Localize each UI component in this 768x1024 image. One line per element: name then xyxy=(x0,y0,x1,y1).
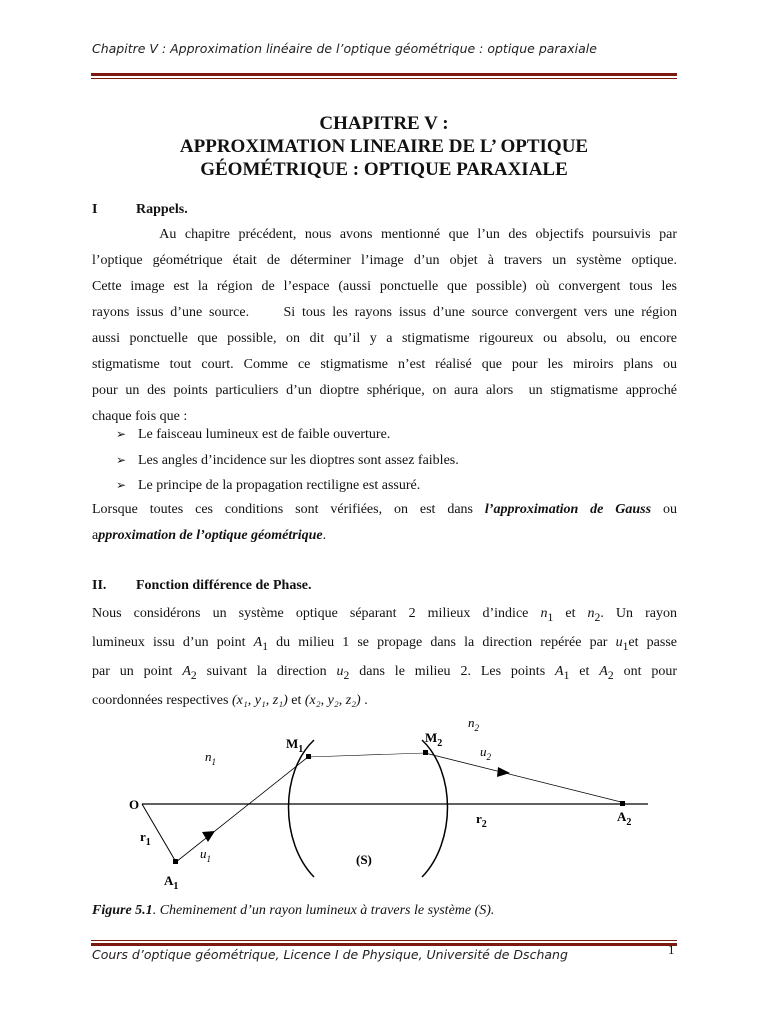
label-a2: $A_2$ xyxy=(617,809,632,828)
label-m2: $M_2$ xyxy=(425,730,443,749)
section-1-title: Rappels. xyxy=(136,202,188,217)
point-a2 xyxy=(620,801,625,806)
emergent-ray xyxy=(425,753,625,803)
footer-rule-thin xyxy=(91,940,677,941)
vector-r1 xyxy=(142,804,176,862)
arrowhead-bullet-icon: ➢ xyxy=(116,478,127,492)
paragraph-line: par un point $A_2$ suivant la direction $u_2$ dans le milieu 2. Les points $A_1$ et $A_2$ ont pour xyxy=(92,664,678,682)
footer-text: Cours d’optique géométrique, Licence I de Physique, Université de Dschang xyxy=(92,947,568,962)
label-u2: $u_2$ xyxy=(480,744,491,762)
label-n1: $n_1$ xyxy=(205,749,216,767)
paragraph-line: chaque fois que : xyxy=(92,409,188,424)
ray-inside-system xyxy=(308,753,425,757)
running-header: Chapitre V : Approximation linéaire de l’optique géométrique : optique paraxiale xyxy=(92,41,597,56)
paragraph-line: Cette image est la région de l’espace (aussi ponctuelle que possible) où convergent tous les xyxy=(92,279,677,294)
paragraph-line: Nous considérons un système optique séparant 2 milieux d’indice $n_1$ et $n_2$. Un rayon xyxy=(92,606,677,624)
section-1-paragraph xyxy=(92,222,677,430)
label-r1: $r_1$ xyxy=(140,829,151,848)
u2-arrowhead xyxy=(497,767,510,777)
paraxial-term: pproximation de l’optique géométrique xyxy=(98,528,323,543)
point-m2 xyxy=(423,750,428,755)
header-rule-thick xyxy=(91,73,677,76)
list-item: ➢ Les angles d’incidence sur les dioptres sont assez faibles. xyxy=(116,448,459,474)
left-dioptre xyxy=(289,740,315,877)
label-r2: $r_2$ xyxy=(476,811,487,830)
figure-caption: Figure 5.1. Cheminement d’un rayon lumineux à travers le système (S). xyxy=(92,903,495,918)
optical-system-figure xyxy=(120,720,660,895)
label-n2: $n_2$ xyxy=(468,720,479,733)
gauss-term: l’approximation de Gauss xyxy=(484,502,652,517)
section-2-heading xyxy=(92,578,312,594)
list-item: ➢ Le faisceau lumineux est de faible ouverture. xyxy=(116,422,459,448)
section-2-number: II. xyxy=(92,578,107,593)
section-1-number: I xyxy=(92,202,98,217)
arrowhead-bullet-icon: ➢ xyxy=(116,452,127,467)
label-o: O xyxy=(129,797,140,812)
title-line-2: APPROXIMATION LINEAIRE DE L’ OPTIQUE xyxy=(179,136,589,157)
paragraph-line: Au chapitre précédent, nous avons mentionné que l’un des objectifs poursuivis par xyxy=(92,227,677,242)
paragraph-line: pour un des points particuliers d’un dioptre sphérique, on aura alors un stigmatisme approché xyxy=(92,383,677,398)
gauss-conclusion xyxy=(92,497,677,549)
paragraph-line: l’optique géométrique était de déterminer l’image d’un objet à travers un système optique. xyxy=(92,253,677,268)
list-item: ➢ Le principe de la propagation rectiligne est assuré. xyxy=(116,473,459,499)
point-a1 xyxy=(173,859,178,864)
chapter-title xyxy=(90,112,678,181)
page-number: 1 xyxy=(668,942,675,957)
paragraph-line: stigmatisme tout court. Comme ce stigmatisme n’est réalisé que pour les miroirs plans ou xyxy=(92,357,677,372)
section-1-heading xyxy=(92,202,188,218)
right-dioptre xyxy=(422,740,448,877)
label-system-s: (S) xyxy=(356,852,372,867)
header-rule-thin xyxy=(91,78,677,79)
u1-arrowhead xyxy=(202,831,215,842)
paragraph-line: aussi ponctuelle que possible, on dit qu’il y a stigmatisme rigoureux ou absolu, ou encore xyxy=(92,331,677,346)
label-m1: $M_1$ xyxy=(286,736,304,755)
label-u1: $u_1$ xyxy=(200,846,211,864)
paragraph-line: Lorsque toutes ces conditions sont vérifiées, on est dans l’approximation de Gauss ou xyxy=(92,502,677,517)
figure-number: Figure 5.1 xyxy=(92,903,153,918)
arrowhead-bullet-icon: ➢ xyxy=(116,427,127,441)
footer-rule-thick xyxy=(91,943,677,946)
paragraph-line: approximation de l’optique géométrique. xyxy=(92,528,327,543)
title-line-3: GÉOMÉTRIQUE : OPTIQUE PARAXIALE xyxy=(200,159,568,180)
label-a1: $A_1$ xyxy=(164,873,179,892)
point-m1 xyxy=(306,754,311,759)
conditions-list xyxy=(116,422,459,499)
section-2-paragraph xyxy=(92,599,677,715)
title-line-1: CHAPITRE V : xyxy=(319,113,449,134)
paragraph-line: coordonnées respectives (x₁, y₁, z₁) et (x₂, y₂, z₂) . xyxy=(92,693,368,708)
paragraph-line: lumineux issu d’un point $A_1$ du milieu 1 se propage dans la direction repérée par $u_1et$ passe xyxy=(92,635,677,653)
paragraph-line: rayons issus d’une source. Si tous les rayons issus d’une source convergent vers une région xyxy=(92,305,677,320)
section-2-title: Fonction différence de Phase. xyxy=(136,578,312,593)
